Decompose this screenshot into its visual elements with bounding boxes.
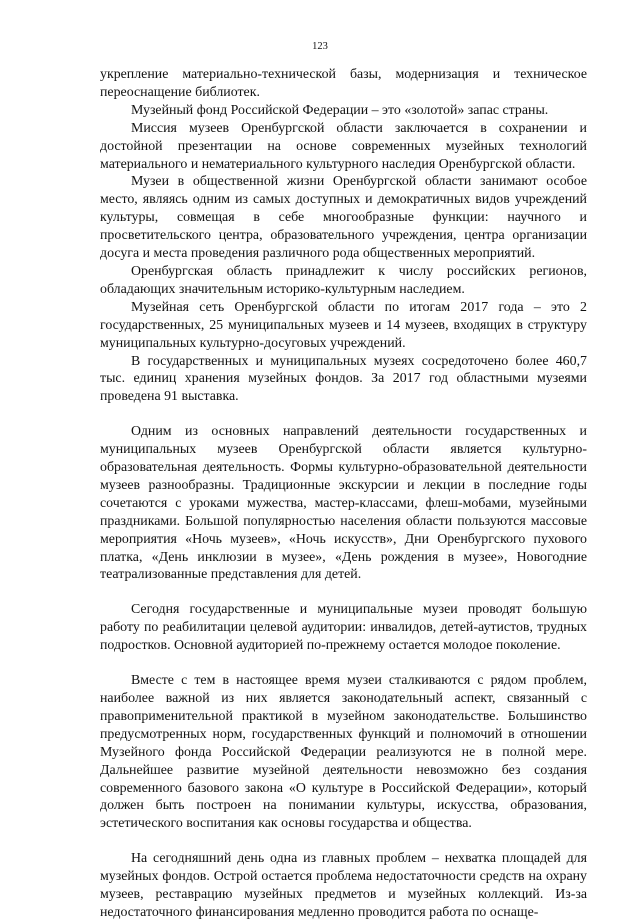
paragraph-library-modernization: укрепление материально-технической базы, модернизация и техническое переоснащение библиотек. (100, 67, 587, 100)
paragraph-storage-shortage: На сегодняшний день одна из главных проблем – нехватка площадей для музейных фондов. Острой остается проблема недостаточности средств на охрану музеев, реставрацию музейных предметов и музейных коллекций. Из-за недостаточного финансирования медленно проводится работа по оснаще- (100, 851, 587, 920)
paragraph-museum-network: Музейная сеть Оренбургской области по итогам 2017 года – это 2 государственных, 25 муниципальных музеев и 14 музеев, входящих в структуру муниципальных культурно-досуговых учреждений. (100, 299, 587, 351)
paragraph-museum-fund: Музейный фонд Российской Федерации – это «золотой» запас страны. (131, 102, 549, 118)
page-number: 123 (312, 41, 328, 52)
paragraph-collection-storage: В государственных и муниципальных музеях сосредоточено более 460,7 тыс. единиц хранения музейных фондов. За 2017 год областными музеями проведена 91 выставка. (100, 353, 587, 405)
paragraph-educational-activity: Одним из основных направлений деятельности государственных и муниципальных музеев Оренбургской области является культурно-образовательная деятельность. Формы культурно-образовательной деятельности музеев разнообразны. Традиционные экскурсии и лекции в последние годы сочетаются с уроками мужества, мастер-классами, флеш-мобами, музейными праздниками. Большой популярностью населения области пользуются массовые мероприятия «Ночь музеев», «Ночь искусств», Дни Оренбургского пухового платка, «День инклюзии в музее», «День рождения в музее», Новогодние театрализованные представления для детей. (100, 424, 587, 583)
paragraph-museums-public-life: Музеи в общественной жизни Оренбургской области занимают особое место, являясь одним из самых доступных и демократичных видов учреждений культуры, совмещая в себе многообразные функции: научного и просветительского центра, образовательного учреждения, центра организации досуга и места проведения различного рода общественных мероприятий. (100, 174, 587, 262)
paragraph-museum-mission: Миссия музеев Оренбургской области заключается в сохранении и достойной презентации на основе современных музейных технологий материального и нематериального культурного наследия Оренбургской области. (100, 120, 587, 172)
page-body (100, 66, 587, 922)
paragraph-legislative-problems: Вместе с тем в настоящее время музеи сталкиваются с рядом проблем, наиболее важной из них является законодательный аспект, связанный с правоприменительной практикой в музейном законодательстве. Большинство предусмотренных норм, государственных функций и полномочий в отношении Музейного фонда Российской Федерации реализуются не в полной мере. Дальнейшее развитие музейной деятельности невозможно без создания современного базового закона «О культуре в Российской Федерации», который должен быть построен на понимании культуры, искусства, образования, эстетического воспитания как основы государства и общества. (100, 673, 587, 832)
paragraph-cultural-heritage: Оренбургская область принадлежит к числу российских регионов, обладающих значительным историко-культурным наследием. (100, 263, 587, 297)
paragraph-rehabilitation: Сегодня государственные и муниципальные музеи проводят большую работу по реабилитации целевой аудитории: инвалидов, детей-аутистов, трудных подростков. Основной аудиторией по-прежнему остается молодое поколение. (100, 602, 587, 654)
